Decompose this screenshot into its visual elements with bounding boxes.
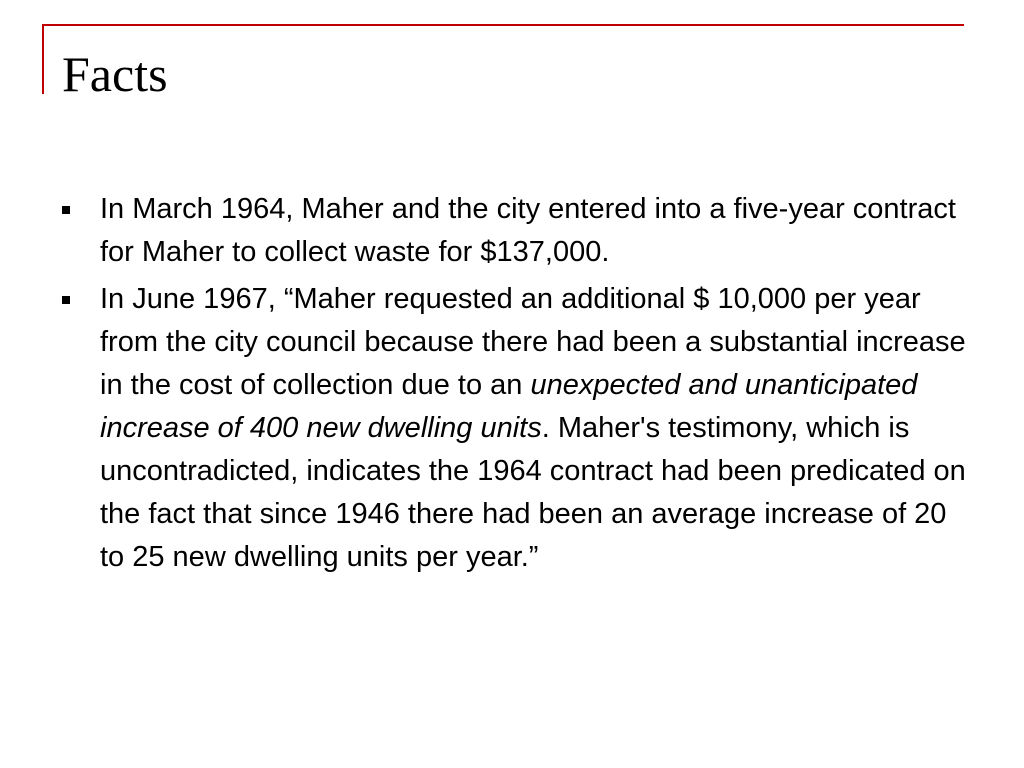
bullet-text-emphasis: unexpected and unanticipated increase of 400 new dwelling units — [100, 369, 918, 444]
square-bullet-icon — [62, 296, 70, 304]
bullet-item-request — [62, 278, 972, 579]
bullet-text — [100, 283, 966, 573]
bullet-list — [62, 188, 972, 583]
bullet-text: In March 1964, Maher and the city entered into a five-year contract for Maher to collect waste for $137,000. — [100, 193, 956, 268]
bullet-text-part: In June 1967, “Maher requested an additional $ 10,000 per year from the city council because there had been a substantial increase in the cost of collection due to an — [100, 283, 966, 401]
title-accent-line — [42, 24, 964, 26]
bullet-item-contract — [62, 188, 972, 274]
title-accent-bar — [42, 24, 44, 94]
square-bullet-icon — [62, 206, 70, 214]
bullet-text-part: . Maher's testimony, which is uncontradicted, indicates the 1964 contract had been predicated on the fact that since 1946 there had been an average increase of 20 to 25 new dwelling units per year.” — [100, 412, 966, 573]
slide-title: Facts — [62, 46, 168, 102]
